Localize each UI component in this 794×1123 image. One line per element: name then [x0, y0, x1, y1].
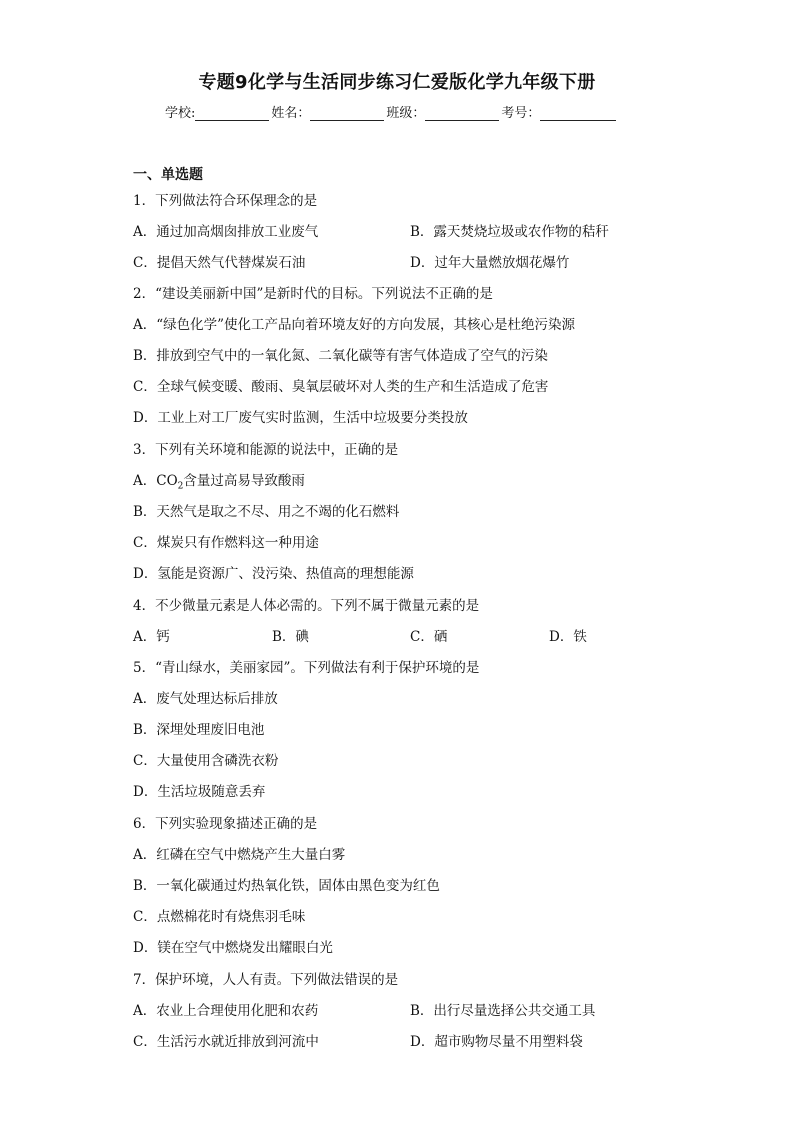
option-b: B．露天焚烧垃圾或农作物的秸秆 [410, 224, 609, 240]
class-label: 班级： [386, 106, 426, 121]
option-b: B．深埋处理废旧电池 [133, 722, 265, 738]
number-blank [540, 106, 616, 121]
question-stem: 2．“建设美丽新中国”是新时代的目标。下列说法不正确的是 [133, 286, 493, 302]
option-c: C．煤炭只有作燃料这一种用途 [133, 535, 319, 551]
option-a: A．“绿色化学”使化工产品向着环境友好的方向发展，其核心是杜绝污染源 [133, 317, 576, 333]
number-label: 考号： [501, 106, 541, 121]
name-label: 姓名： [271, 106, 311, 121]
option-a [133, 472, 305, 490]
option-d: D．氢能是资源广、没污染、热值高的理想能源 [133, 566, 414, 582]
option-a: A．农业上合理使用化肥和农药 [133, 1003, 319, 1019]
option-d: D．生活垃圾随意丢弃 [133, 784, 266, 800]
page-title: 专题9化学与生活同步练习仁爱版化学九年级下册 [198, 72, 596, 93]
option-b: B．一氧化碳通过灼热氧化铁，固体由黑色变为红色 [133, 878, 440, 894]
option-c: C．生活污水就近排放到河流中 [133, 1034, 319, 1050]
option-b: B．排放到空气中的一氧化氮、二氧化碳等有害气体造成了空气的污染 [133, 348, 548, 364]
subscript: 2 [177, 481, 184, 492]
class-blank [425, 106, 499, 121]
option-d: D．铁 [549, 629, 587, 645]
question-stem: 1．下列做法符合环保理念的是 [133, 193, 318, 209]
option-b: B．出行尽量选择公共交通工具 [410, 1003, 596, 1019]
option-a-prefix: A．CO [133, 473, 178, 489]
option-a-suffix: 含量过高易导致酸雨 [183, 473, 305, 489]
student-info-row [165, 102, 618, 121]
option-c: C．硒 [410, 629, 448, 645]
name-blank [310, 106, 384, 121]
option-a: A．钙 [133, 629, 170, 645]
option-d: D．超市购物尽量不用塑料袋 [410, 1034, 583, 1050]
option-d: D．镁在空气中燃烧发出耀眼白光 [133, 940, 333, 956]
question-stem: 6．下列实验现象描述正确的是 [133, 816, 318, 832]
option-a: A．废气处理达标后排放 [133, 691, 278, 707]
option-a: A．通过加高烟囱排放工业废气 [133, 224, 319, 240]
option-c: C．大量使用含磷洗衣粉 [133, 753, 279, 769]
section-title: 一、单选题 [133, 167, 203, 183]
school-label: 学校: [165, 106, 196, 121]
option-d: D．过年大量燃放烟花爆竹 [410, 255, 570, 271]
option-c: C．全球气候变暖、酸雨、臭氧层破坏对人类的生产和生活造成了危害 [133, 379, 549, 395]
option-b: B．碘 [272, 629, 309, 645]
question-stem: 7．保护环境，人人有责。下列做法错误的是 [133, 972, 399, 988]
option-b: B．天然气是取之不尽、用之不竭的化石燃料 [133, 504, 400, 520]
school-blank [195, 106, 269, 121]
question-stem: 4．不少微量元素是人体必需的。下列不属于微量元素的是 [133, 598, 480, 614]
option-c: C．提倡天然气代替煤炭石油 [133, 255, 306, 271]
option-c: C．点燃棉花时有烧焦羽毛味 [133, 909, 306, 925]
option-d: D．工业上对工厂废气实时监测，生活中垃圾要分类投放 [133, 410, 468, 426]
question-stem: 5．“青山绿水，美丽家园”。下列做法有利于保护环境的是 [133, 660, 480, 676]
question-stem: 3．下列有关环境和能源的说法中，正确的是 [133, 442, 399, 458]
option-a: A．红磷在空气中燃烧产生大量白雾 [133, 847, 346, 863]
